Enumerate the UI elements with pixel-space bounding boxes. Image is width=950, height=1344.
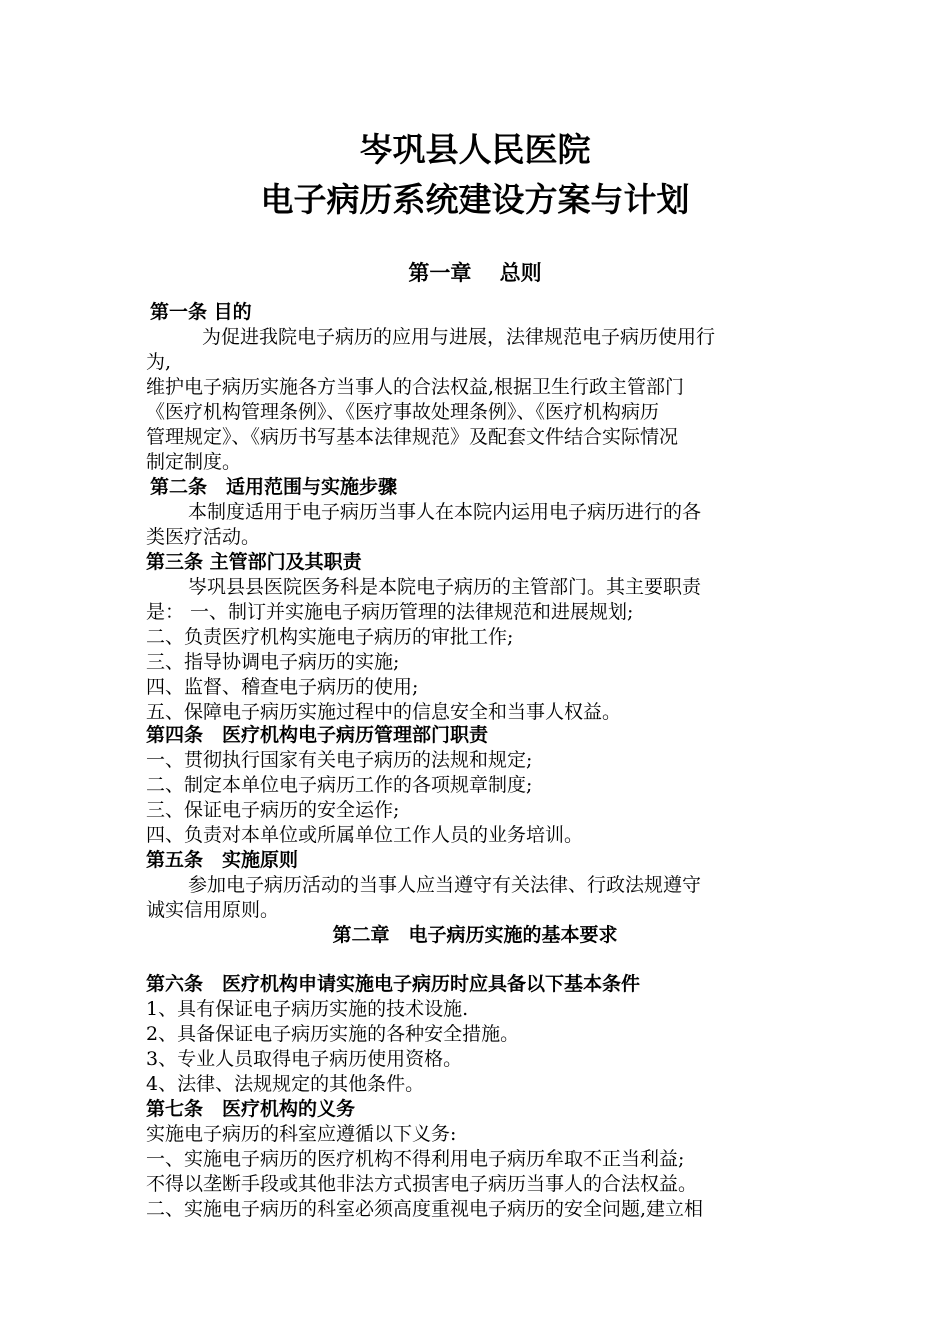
article-6-text-line: 4、法律、法规规定的其他条件。 xyxy=(146,1073,425,1095)
article-3-text-line: 是： 一、制订并实施电子病历管理的法律规范和进展规划; xyxy=(146,601,634,623)
article-3-text-line: 四、监督、稽查电子病历的使用; xyxy=(146,676,419,698)
article-2-text-line: 类医疗活动。 xyxy=(146,526,261,548)
article-6-heading: 第六条 医疗机构申请实施电子病历时应具备以下基本条件 xyxy=(146,973,641,995)
article-7-text-line: 实施电子病历的科室应遵循以下义务: xyxy=(146,1123,457,1145)
article-5-text-line: 参加电子病历活动的当事人应当遵守有关法律、行政法规遵守 xyxy=(188,874,702,896)
article-2-heading: 第二条 适用范围与实施步骤 xyxy=(150,476,398,498)
article-7-text-line: 一、实施电子病历的医疗机构不得利用电子病历牟取不正当利益; xyxy=(146,1148,685,1170)
article-3-text-line: 五、保障电子病历实施过程中的信息安全和当事人权益。 xyxy=(146,701,622,723)
article-5-text-line: 诚实信用原则。 xyxy=(146,899,280,921)
chapter-2-heading: 第二章 电子病历实施的基本要求 xyxy=(332,924,618,946)
article-1-text-line: 制定制度。 xyxy=(146,451,242,473)
article-2-text-line: 本制度适用于电子病历当事人在本院内运用电子病历进行的各 xyxy=(188,501,702,523)
article-3-heading: 第三条 主管部门及其职责 xyxy=(146,551,362,573)
article-7-heading: 第七条 医疗机构的义务 xyxy=(146,1098,356,1120)
article-6-text-line: 3、专业人员取得电子病历使用资格。 xyxy=(146,1048,463,1070)
article-1-text-line: 为, xyxy=(146,351,172,373)
article-4-text-line: 三、保证电子病历的安全运作; xyxy=(146,799,400,821)
article-1-heading: 第一条 目的 xyxy=(150,301,252,323)
article-3-text-line: 二、负责医疗机构实施电子病历的审批工作; xyxy=(146,626,514,648)
document-title-hospital: 岑巩县人民医院 xyxy=(359,130,591,169)
article-6-text-line: 2、具备保证电子病历实施的各种安全措施。 xyxy=(146,1023,520,1045)
article-4-text-line: 四、负责对本单位或所属单位工作人员的业务培训。 xyxy=(146,824,584,846)
article-1-text-line: 《医疗机构管理条例》、《医疗事故处理条例》、《医疗机构病历 xyxy=(146,401,660,423)
document-title-plan: 电子病历系统建设方案与计划 xyxy=(260,180,690,219)
article-4-text-line: 二、制定本单位电子病历工作的各项规章制度; xyxy=(146,774,533,796)
article-4-text-line: 一、贯彻执行国家有关电子病历的法规和规定; xyxy=(146,749,533,771)
article-1-text-line: 管理规定》、《病历书写基本法律规范》及配套文件结合实际情况 xyxy=(146,426,679,448)
article-3-text-line: 三、指导协调电子病历的实施; xyxy=(146,651,400,673)
article-1-text-line: 为促进我院电子病历的应用与进展，法律规范电子病历使用行 xyxy=(202,326,716,348)
article-6-text-line: 1、具有保证电子病历实施的技术设施. xyxy=(146,998,469,1020)
article-5-heading: 第五条 实施原则 xyxy=(146,849,299,871)
article-7-text-line: 不得以垄断手段或其他非法方式损害电子病历当事人的合法权益。 xyxy=(146,1173,698,1195)
article-7-text-line: 二、实施电子病历的科室必须高度重视电子病历的安全问题,建立相 xyxy=(146,1198,704,1220)
article-3-text-line: 岑巩县县医院医务科是本院电子病历的主管部门。其主要职责 xyxy=(188,576,702,598)
article-1-text-line: 维护电子病历实施各方当事人的合法权益,根据卫生行政主管部门 xyxy=(146,376,685,398)
article-4-heading: 第四条 医疗机构电子病历管理部门职责 xyxy=(146,724,489,746)
chapter-1-heading: 第一章 总则 xyxy=(408,261,542,285)
